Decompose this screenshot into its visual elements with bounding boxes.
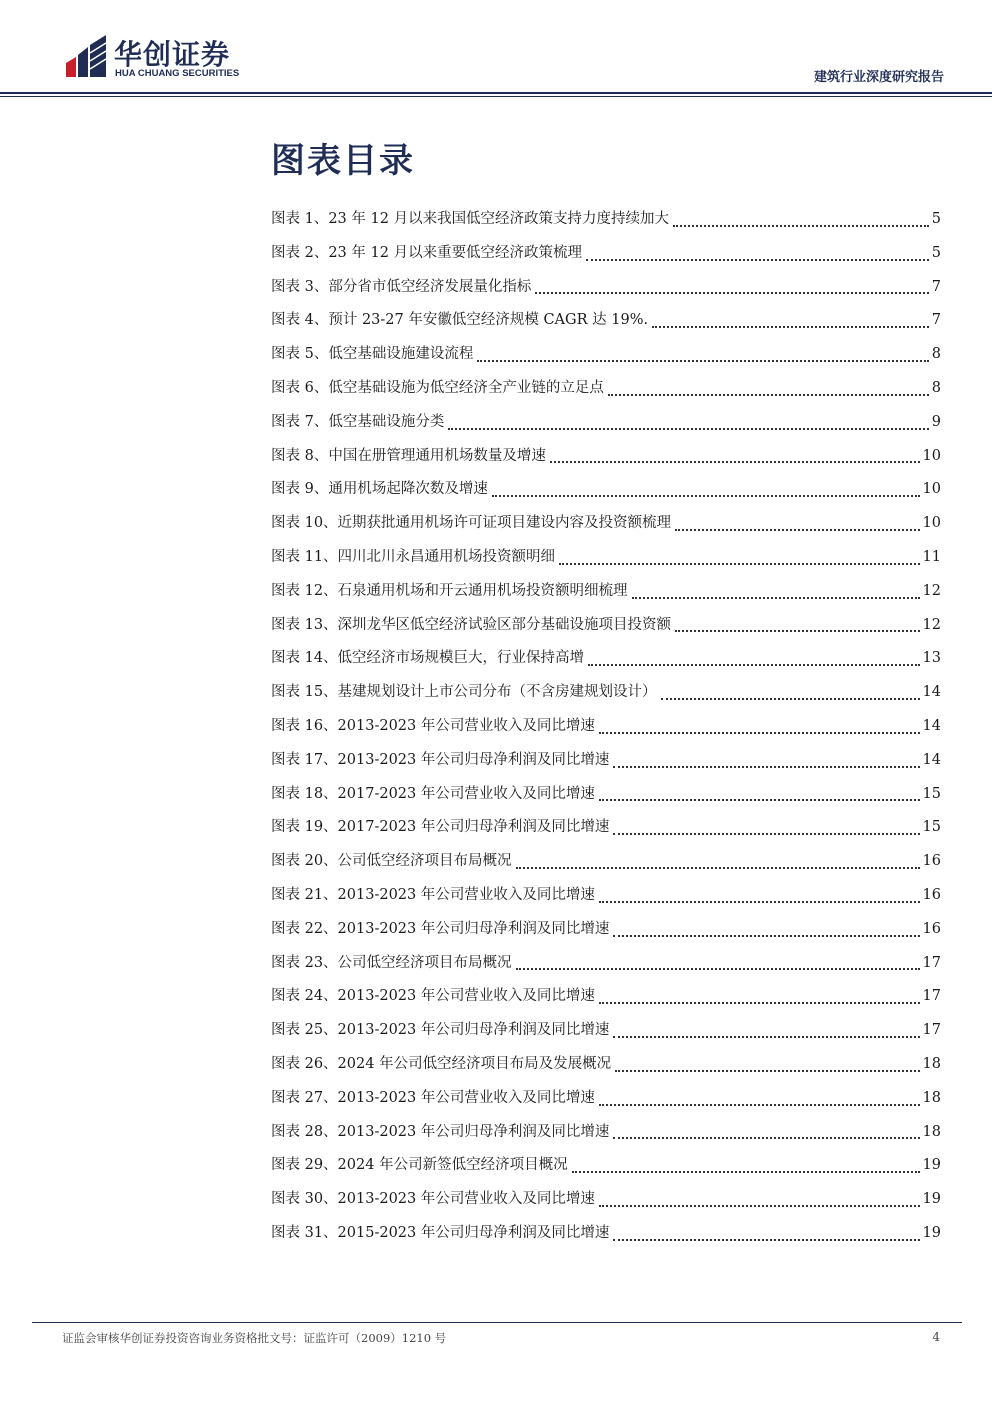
- toc-dot-leader: [559, 562, 919, 565]
- toc-entry-page[interactable]: 10: [922, 515, 941, 532]
- toc-dot-leader: [675, 629, 919, 632]
- toc-dot-leader: [615, 1069, 919, 1072]
- toc-entry[interactable]: [271, 879, 941, 913]
- toc-entry-label[interactable]: 图表 3、部分省市低空经济发展量化指标: [271, 278, 532, 295]
- toc-dot-leader: [675, 528, 919, 531]
- toc-entry-label[interactable]: 图表 31、2015-2023 年公司归母净利润及同比增速: [271, 1224, 610, 1241]
- toc-entry-label[interactable]: 图表 28、2013-2023 年公司归母净利润及同比增速: [271, 1123, 610, 1140]
- toc-entry[interactable]: [271, 1183, 941, 1217]
- toc-entry-label[interactable]: 图表 25、2013-2023 年公司归母净利润及同比增速: [271, 1022, 610, 1039]
- toc-dot-leader: [613, 934, 919, 937]
- toc-entry-label[interactable]: 图表 16、2013-2023 年公司营业收入及同比增速: [271, 717, 595, 734]
- toc-entry-page[interactable]: 5: [931, 211, 941, 227]
- toc-entry-label[interactable]: 图表 22、2013-2023 年公司归母净利润及同比增速: [271, 920, 610, 937]
- toc-entry[interactable]: [271, 1217, 941, 1251]
- toc-entry-label[interactable]: 图表 1、23 年 12 月以来我国低空经济政策支持力度持续加大: [271, 211, 670, 227]
- toc-entry-page[interactable]: 15: [922, 819, 941, 836]
- toc-entry-page[interactable]: 5: [931, 244, 941, 261]
- toc-entry-label[interactable]: 图表 27、2013-2023 年公司营业收入及同比增速: [271, 1089, 595, 1106]
- toc-entry[interactable]: [271, 1082, 941, 1116]
- toc-entry-page[interactable]: 12: [922, 582, 941, 599]
- toc-entry-page[interactable]: 18: [922, 1089, 941, 1106]
- toc-entry-page[interactable]: 9: [931, 413, 941, 430]
- logo-mark-icon: [62, 33, 110, 79]
- toc-entry-label[interactable]: 图表 2、23 年 12 月以来重要低空经济政策梳理: [271, 244, 583, 261]
- toc-entry-label[interactable]: 图表 14、低空经济市场规模巨大，行业保持高增: [271, 650, 585, 667]
- logo-english-name: HUA CHUANG SECURITIES: [115, 68, 240, 79]
- toc-dot-leader: [588, 663, 919, 666]
- toc-entry[interactable]: [271, 541, 941, 575]
- toc-dot-leader: [586, 258, 929, 261]
- toc-entry[interactable]: [271, 744, 941, 778]
- figure-toc-list: [271, 203, 941, 1251]
- toc-entry-label[interactable]: 图表 12、石泉通用机场和开云通用机场投资额明细梳理: [271, 582, 628, 599]
- toc-entry-label[interactable]: 图表 15、基建规划设计上市公司分布（不含房建规划设计）: [271, 684, 657, 701]
- toc-dot-leader: [632, 596, 920, 599]
- toc-entry-page[interactable]: 17: [922, 1022, 941, 1039]
- toc-entry-page[interactable]: 19: [922, 1224, 941, 1241]
- toc-entry[interactable]: [271, 338, 941, 372]
- toc-entry[interactable]: [271, 1048, 941, 1082]
- toc-entry-page[interactable]: 17: [922, 954, 941, 971]
- toc-entry-page[interactable]: 16: [922, 853, 941, 870]
- toc-entry[interactable]: [271, 947, 941, 981]
- footer-divider: [32, 1322, 962, 1323]
- footer-disclaimer: 证监会审核华创证券投资咨询业务资格批文号：证监许可（2009）1210 号: [62, 1331, 447, 1345]
- toc-dot-leader: [652, 325, 929, 328]
- toc-entry-page[interactable]: 16: [922, 886, 941, 903]
- toc-entry-label[interactable]: 图表 20、公司低空经济项目布局概况: [271, 853, 512, 870]
- toc-entry-page[interactable]: 19: [922, 1191, 941, 1208]
- toc-dot-leader: [613, 1035, 919, 1038]
- toc-entry[interactable]: [271, 710, 941, 744]
- logo-chinese-name: 华创证券: [114, 38, 231, 71]
- toc-entry[interactable]: [271, 304, 941, 338]
- toc-entry-label[interactable]: 图表 6、低空基础设施为低空经济全产业链的立足点: [271, 379, 604, 396]
- toc-entry-page[interactable]: 8: [931, 379, 941, 396]
- toc-entry-label[interactable]: 图表 11、四川北川永昌通用机场投资额明细: [271, 548, 556, 565]
- toc-entry[interactable]: [271, 507, 941, 541]
- toc-entry[interactable]: [271, 609, 941, 643]
- toc-dot-leader: [661, 697, 920, 700]
- toc-entry-page[interactable]: 7: [931, 278, 941, 295]
- toc-entry-label[interactable]: 图表 29、2024 年公司新签低空经济项目概况: [271, 1157, 568, 1174]
- toc-dot-leader: [599, 1001, 920, 1004]
- toc-entry-page[interactable]: 14: [922, 684, 941, 701]
- toc-entry[interactable]: [271, 642, 941, 676]
- toc-dot-leader: [599, 1204, 920, 1207]
- toc-dot-leader: [613, 1238, 919, 1241]
- toc-entry-page[interactable]: 19: [922, 1157, 941, 1174]
- toc-dot-leader: [599, 1103, 920, 1106]
- toc-entry-label[interactable]: 图表 23、公司低空经济项目布局概况: [271, 954, 512, 971]
- toc-entry[interactable]: [271, 237, 941, 271]
- toc-entry-label[interactable]: 图表 5、低空基础设施建设流程: [271, 346, 474, 363]
- toc-entry[interactable]: [271, 1014, 941, 1048]
- toc-dot-leader: [599, 798, 920, 801]
- toc-entry-label[interactable]: 图表 19、2017-2023 年公司归母净利润及同比增速: [271, 819, 610, 836]
- toc-entry-page[interactable]: 8: [931, 346, 941, 363]
- toc-entry[interactable]: [271, 811, 941, 845]
- toc-entry-page[interactable]: 16: [922, 920, 941, 937]
- toc-entry-label[interactable]: 图表 17、2013-2023 年公司归母净利润及同比增速: [271, 751, 610, 768]
- toc-entry-label[interactable]: 图表 9、通用机场起降次数及增速: [271, 481, 488, 498]
- toc-entry-label[interactable]: 图表 26、2024 年公司低空经济项目布局及发展概况: [271, 1055, 612, 1072]
- toc-entry-label[interactable]: 图表 13、深圳龙华区低空经济试验区部分基础设施项目投资额: [271, 616, 672, 633]
- toc-dot-leader: [613, 1136, 919, 1139]
- toc-dot-leader: [572, 1170, 920, 1173]
- toc-entry[interactable]: [271, 406, 941, 440]
- toc-entry[interactable]: [271, 271, 941, 305]
- toc-entry-label[interactable]: 图表 10、近期获批通用机场许可证项目建设内容及投资额梳理: [271, 515, 672, 532]
- toc-entry[interactable]: [271, 913, 941, 947]
- toc-entry-page[interactable]: 11: [922, 548, 941, 565]
- toc-entry-page[interactable]: 18: [922, 1123, 941, 1140]
- toc-entry[interactable]: [271, 473, 941, 507]
- toc-entry-label[interactable]: 图表 18、2017-2023 年公司营业收入及同比增速: [271, 785, 595, 802]
- toc-dot-leader: [550, 460, 920, 463]
- toc-entry-page[interactable]: 17: [922, 988, 941, 1005]
- toc-entry[interactable]: [271, 440, 941, 474]
- toc-entry-page[interactable]: 12: [922, 616, 941, 633]
- toc-entry-page[interactable]: 13: [922, 650, 941, 667]
- header-divider-thin: [0, 96, 992, 97]
- company-logo: [62, 33, 262, 81]
- toc-dot-leader: [516, 967, 920, 970]
- toc-entry-label[interactable]: 图表 8、中国在册管理通用机场数量及增速: [271, 447, 546, 464]
- toc-dot-leader: [492, 494, 920, 497]
- toc-entry-page[interactable]: 10: [922, 481, 941, 498]
- toc-entry[interactable]: [271, 575, 941, 609]
- toc-entry[interactable]: [271, 372, 941, 406]
- toc-entry[interactable]: [271, 845, 941, 879]
- toc-entry-page[interactable]: 18: [922, 1055, 941, 1072]
- toc-dot-leader: [599, 900, 920, 903]
- toc-entry-page[interactable]: 7: [931, 312, 941, 329]
- toc-entry[interactable]: [271, 203, 941, 237]
- toc-dot-leader: [516, 866, 920, 869]
- toc-dot-leader: [613, 765, 919, 768]
- toc-entry-label[interactable]: 图表 4、预计 23-27 年安徽低空经济规模 CAGR 达 19%.: [271, 312, 649, 329]
- toc-entry-page[interactable]: 14: [922, 751, 941, 768]
- toc-entry[interactable]: [271, 1116, 941, 1150]
- report-type-label: 建筑行业深度研究报告: [813, 70, 944, 85]
- page-number: 4: [932, 1330, 940, 1344]
- toc-entry-page[interactable]: 10: [922, 447, 941, 464]
- toc-entry[interactable]: [271, 676, 941, 710]
- header-divider: [0, 92, 992, 94]
- toc-dot-leader: [535, 291, 928, 294]
- toc-dot-leader: [477, 359, 928, 362]
- page-title: 图表目录: [271, 141, 415, 181]
- toc-dot-leader: [448, 427, 928, 430]
- toc-entry-label[interactable]: 图表 30、2013-2023 年公司营业收入及同比增速: [271, 1191, 595, 1208]
- toc-entry-label[interactable]: 图表 7、低空基础设施分类: [271, 413, 445, 430]
- toc-entry[interactable]: [271, 1149, 941, 1183]
- toc-entry-page[interactable]: 15: [922, 785, 941, 802]
- toc-dot-leader: [608, 393, 929, 396]
- toc-dot-leader: [613, 832, 919, 835]
- toc-entry-label[interactable]: 图表 24、2013-2023 年公司营业收入及同比增速: [271, 988, 595, 1005]
- toc-entry[interactable]: [271, 778, 941, 812]
- toc-entry[interactable]: [271, 980, 941, 1014]
- toc-entry-label[interactable]: 图表 21、2013-2023 年公司营业收入及同比增速: [271, 886, 595, 903]
- toc-dot-leader: [673, 224, 929, 227]
- toc-dot-leader: [599, 731, 920, 734]
- toc-entry-page[interactable]: 14: [922, 717, 941, 734]
